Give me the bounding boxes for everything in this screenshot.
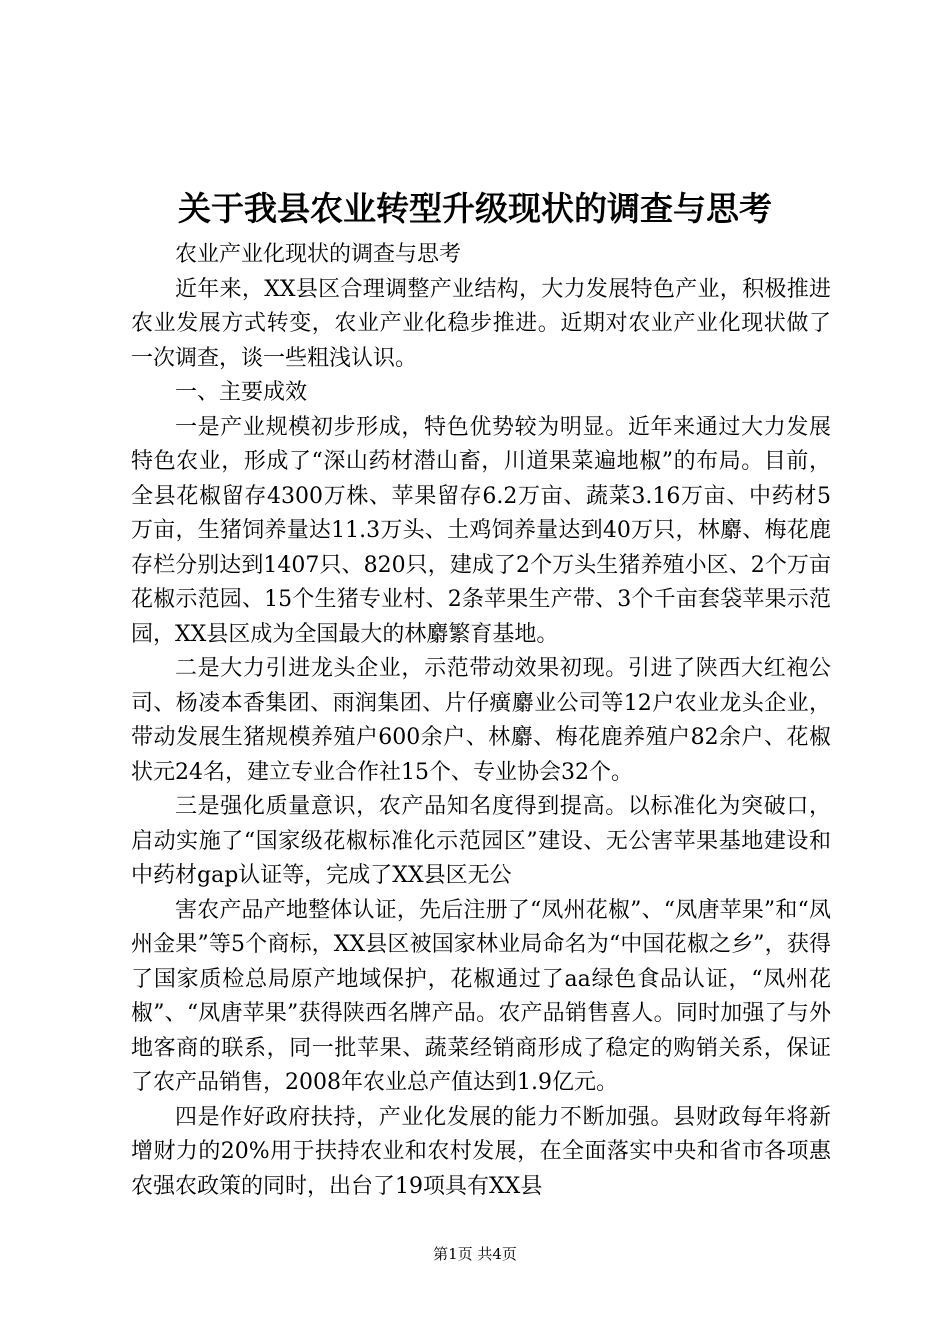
achievement-paragraph-3-continued: 害农产品产地整体认证，先后注册了“凤州花椒”、“凤唐苹果”和“凤州金果”等5个商标，XX县区被国家林业局命名为“中国花椒之乡”，获得了国家质检总局原产地域保护，花椒通过了aa绿色食品认证，“凤州花椒”、“凤唐苹果”获得陕西名牌产品。农产品销售喜人。同时加强了与外地客商的联系，同一批苹果、蔬菜经销商形成了稳定的购销关系，保证了农产品销售，2008年农业总产值达到1.9亿元。 <box>131 897 831 1095</box>
achievement-paragraph-4: 四是作好政府扶持，产业化发展的能力不断加强。县财政每年将新增财力的20%用于扶持农业和农村发展，在全面落实中央和省市各项惠农强农政策的同时，出台了19项具有XX县 <box>131 1104 831 1199</box>
achievement-paragraph-3: 三是强化质量意识，农产品知名度得到提高。以标准化为突破口，启动实施了“国家级花椒标准化示范园区”建设、无公害苹果基地建设和中药材gap认证等，完成了XX县区无公 <box>131 794 831 888</box>
achievement-paragraph-2: 二是大力引进龙头企业，示范带动效果初现。引进了陕西大红袍公司、杨凌本香集团、雨润集团、片仔癀麝业公司等12户农业龙头企业，带动发展生猪规模养殖户600余户、林麝、梅花鹿养殖户82余户、花椒状元24名，建立专业合作社15个、专业协会32个。 <box>131 656 831 785</box>
document-body <box>131 238 831 1204</box>
section-heading: 一、主要成效 <box>175 380 308 405</box>
page-footer: 第1页 共4页 <box>433 1245 517 1263</box>
subtitle-paragraph: 农业产业化现状的调查与思考 <box>175 242 462 267</box>
achievement-paragraph-1: 一是产业规模初步形成，特色优势较为明显。近年来通过大力发展特色农业，形成了“深山药材潜山畜，川道果菜遍地椒”的布局。目前，全县花椒留存4300万株、苹果留存6.2万亩、蔬菜3.16万亩、中药材5万亩，生猪饲养量达11.3万头、土鸡饲养量达到40万只，林麝、梅花鹿存栏分别达到1407只、820只，建成了2个万头生猪养殖小区、2个万亩花椒示范园、15个生猪专业村、2条苹果生产带、3个千亩套袋苹果示范园，XX县区成为全国最大的林麝繁育基地。 <box>131 414 831 647</box>
intro-paragraph: 近年来，XX县区合理调整产业结构，大力发展特色产业，积极推进农业发展方式转变，农业产业化稳步推进。近期对农业产业化现状做了一次调查，谈一些粗浅认识。 <box>131 276 831 371</box>
document-title: 关于我县农业转型升级现状的调查与思考 <box>178 189 772 228</box>
